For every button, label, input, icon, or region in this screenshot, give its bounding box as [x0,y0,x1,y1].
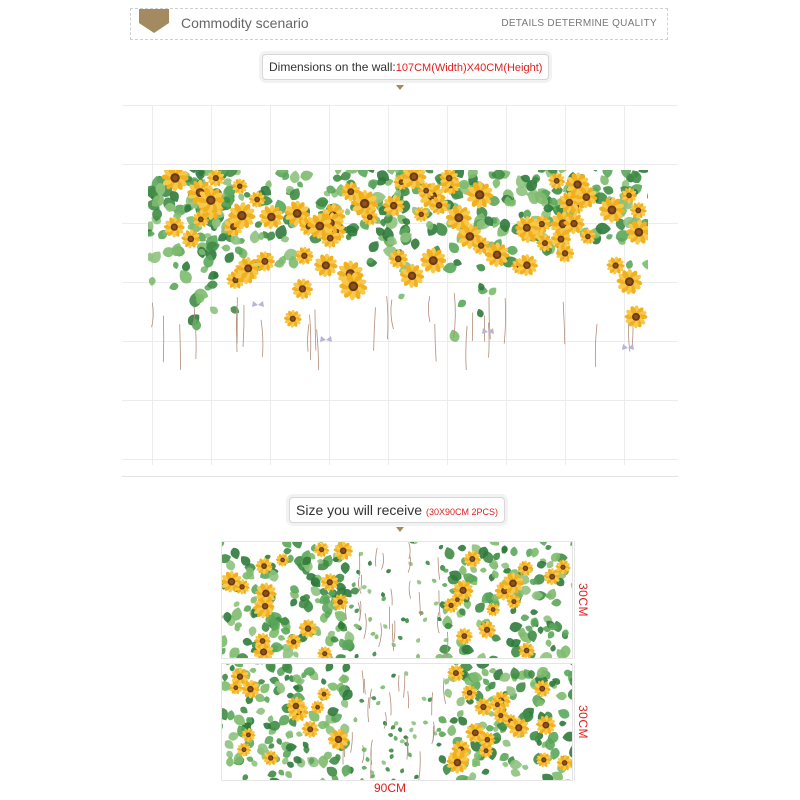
header-title: Commodity scenario [181,15,309,31]
sunflower-sticker-image [222,542,573,659]
receive-size-caption [289,497,505,523]
header-tagline: DETAILS DETERMINE QUALITY [501,18,657,29]
dimension-line [574,541,575,659]
wall-dimensions-value: 107CM(Width)X40CM(Height) [395,62,543,74]
down-arrow-icon [396,527,404,532]
wall-dimensions-caption [262,54,549,80]
sticker-panel-top [221,541,573,659]
divider [122,476,678,477]
down-arrow-icon [396,85,404,90]
receive-size-label: Size you will receive [296,502,423,518]
sticker-panel-bottom [221,663,573,781]
section-header [130,8,668,40]
panel-width-label: 90CM [374,781,407,795]
panel-height-label: 30CM [576,705,590,740]
dimension-line [574,663,575,781]
panel-height-label: 30CM [576,583,590,618]
sunflower-mural-image [148,170,648,370]
sunflower-sticker-image [222,664,573,781]
receive-size-value: (30X90CM 2PCS) [425,507,498,517]
ribbon-badge-icon [139,9,169,39]
wall-dimensions-label: Dimensions on the wall: [269,60,396,74]
